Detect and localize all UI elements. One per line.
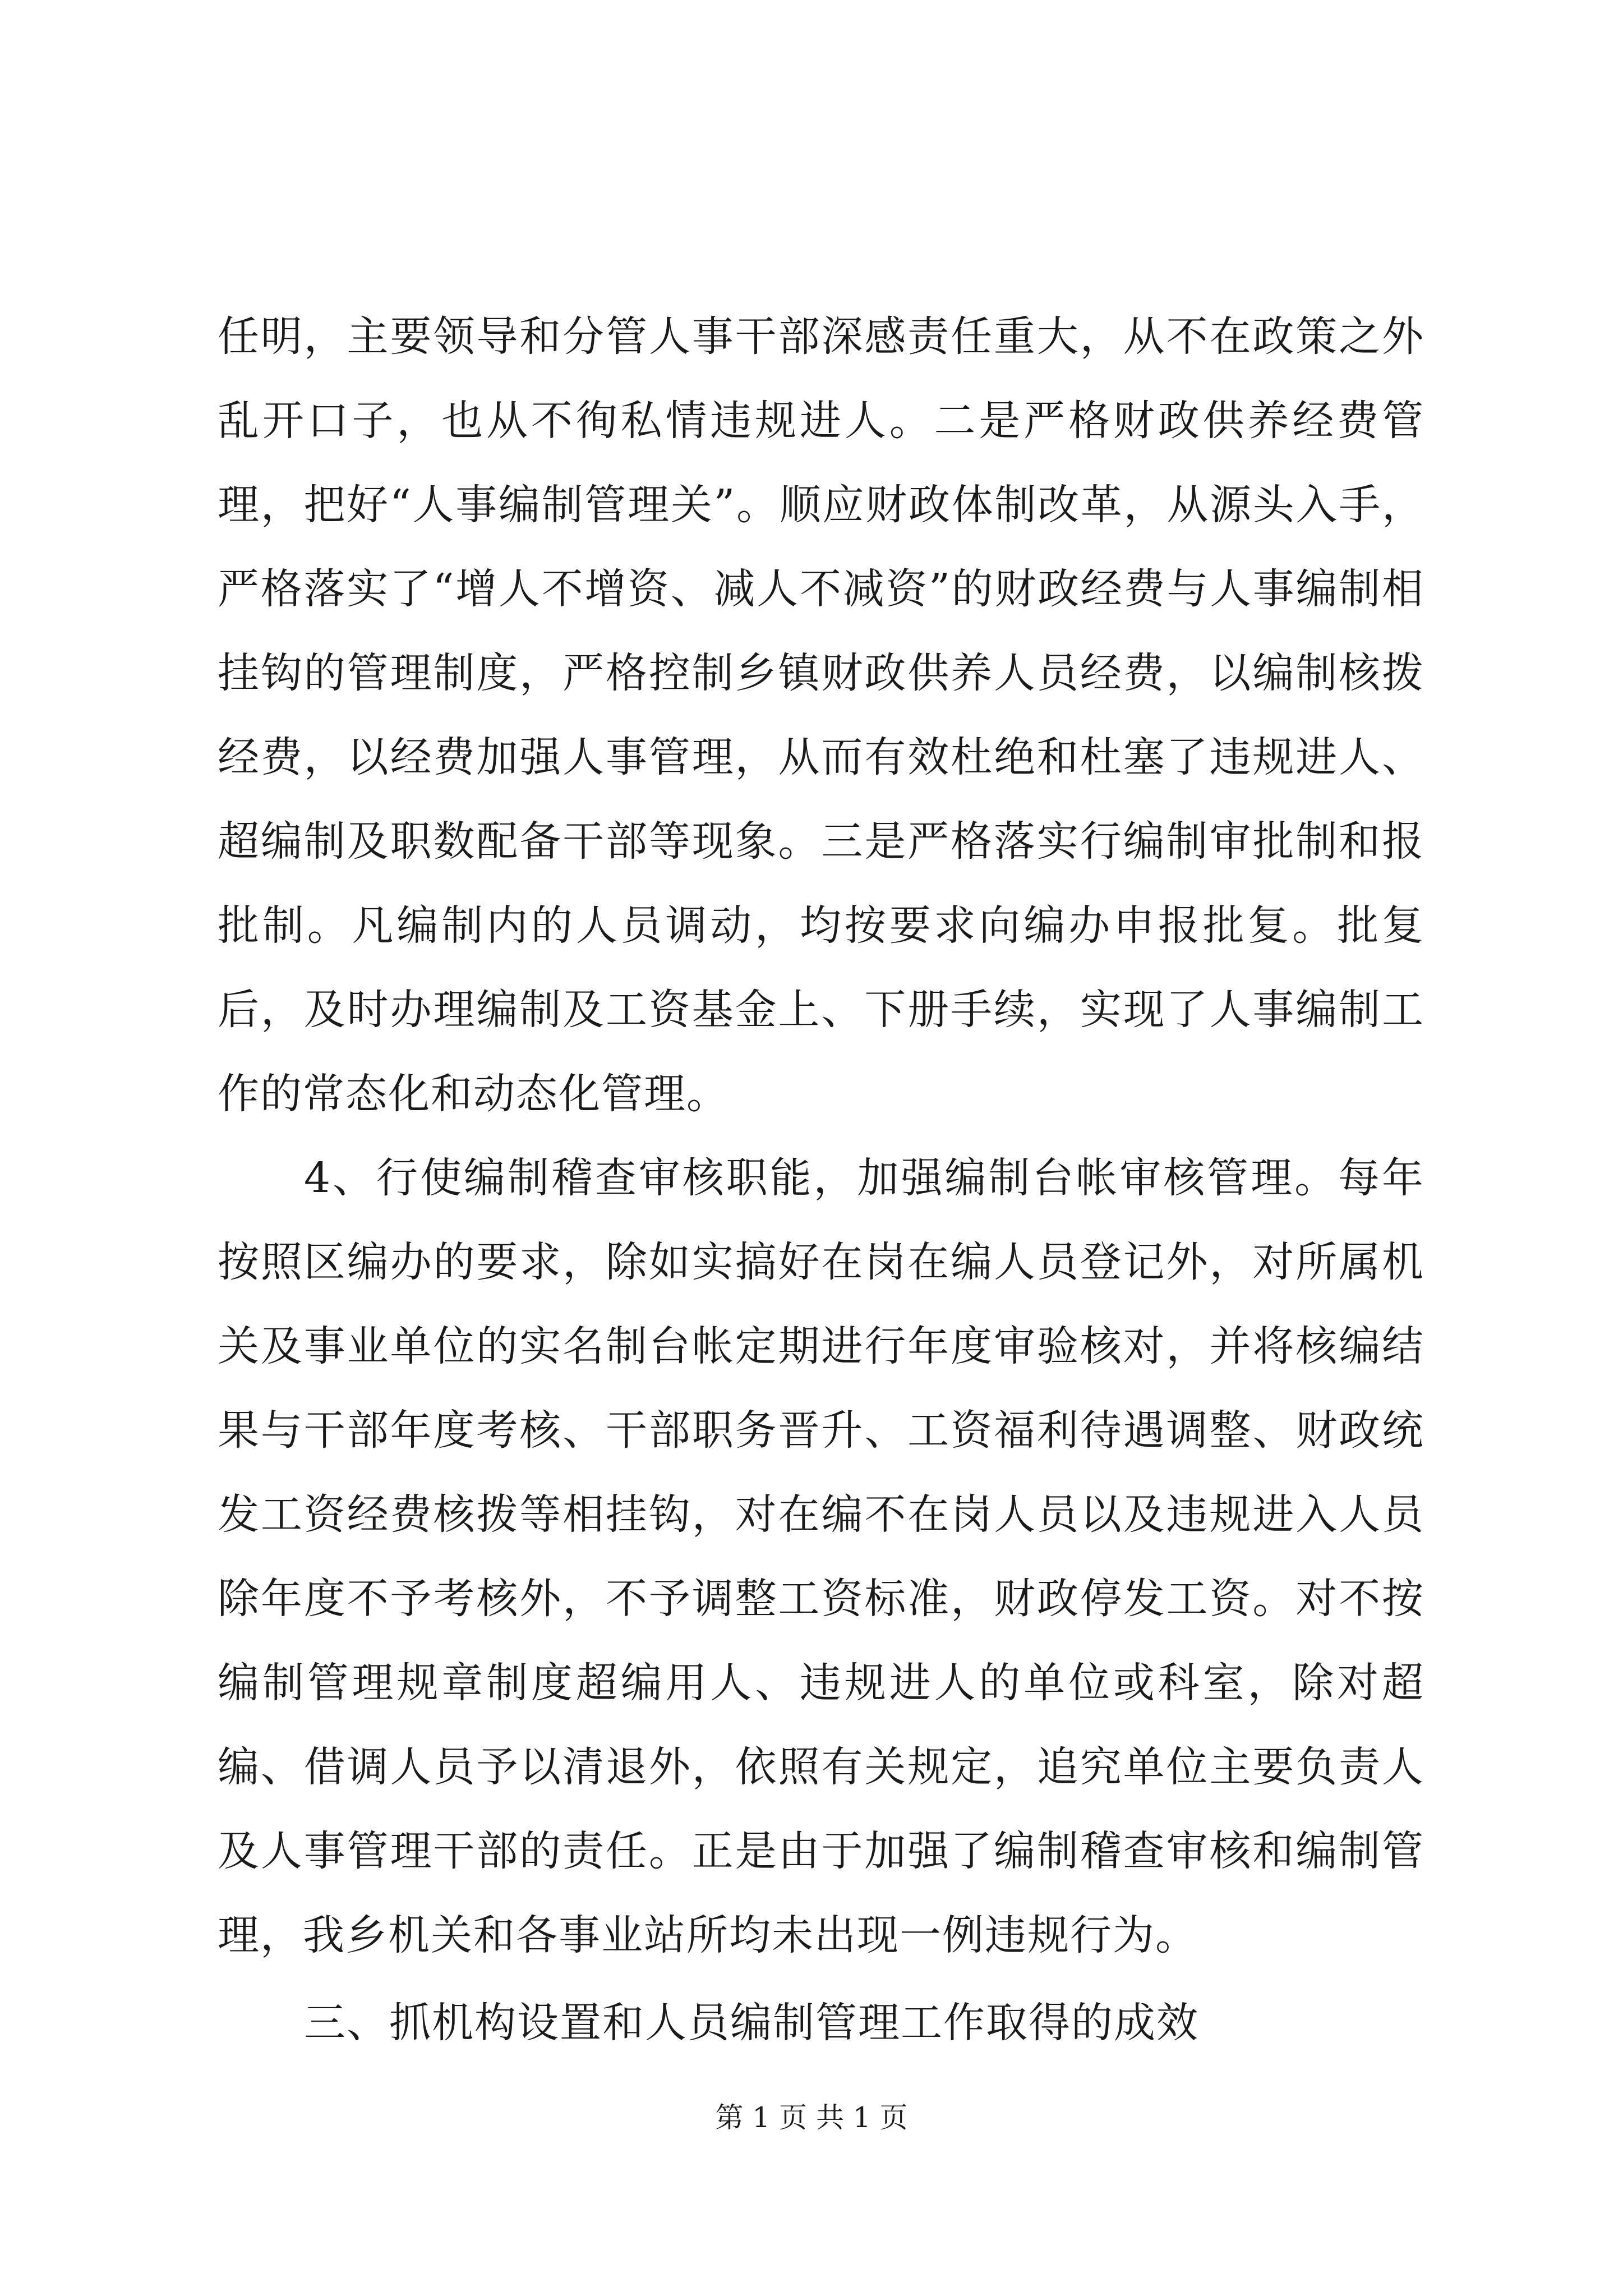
paragraph-continuation: 任明，主要领导和分管人事干部深感责任重大，从不在政策之外乱开口子，也从不徇私情违规进人。二是严格财政供养经费管理，把好“人事编制管理关”。顺应财政体制改革，从源头入手，严格落实了“增人不增资、减人不减资”的财政经费与人事编制相挂钩的管理制度，严格控制乡镇财政供养人员经费，以编制核拨经费，以经费加强人事管理，从而有效杜绝和杜塞了违规进人、超编制及职数配备干部等现象。三是严格落实行编制审批制和报批制。凡编制内的人员调动，均按要求向编办申报批复。批复后，及时办理编制及工资基金上、下册手续，实现了人事编制工作的常态化和动态化管理。 xyxy=(218,312,1424,1118)
section-heading: 三、抓机构设置和人员编制管理工作取得的成效 xyxy=(304,1999,1199,2047)
paragraph-item-4: 4、行使编制稽查审核职能，加强编制台帐审核管理。每年按照区编办的要求，除如实搞好在岗在编人员登记外，对所属机关及事业单位的实名制台帐定期进行年度审验核对，并将核编结果与干部年度考核、干部职务晋升、工资福利待遇调整、财政统发工资经费核拨等相挂钩，对在编不在岗人员以及违规进入人员除年度不予考核外，不予调整工资标准，财政停发工资。对不按编制管理规章制度超编用人、违规进人的单位或科室，除对超编、借调人员予以清退外，依照有关规定，追究单位主要负责人及人事管理干部的责任。正是由于加强了编制稽查审核和编制管理，我乡机关和各事业站所均未出现一例违规行为。 xyxy=(218,1154,1424,1959)
document-body xyxy=(218,295,1424,2065)
page-footer: 第 1 页 共 1 页 xyxy=(715,2101,908,2134)
